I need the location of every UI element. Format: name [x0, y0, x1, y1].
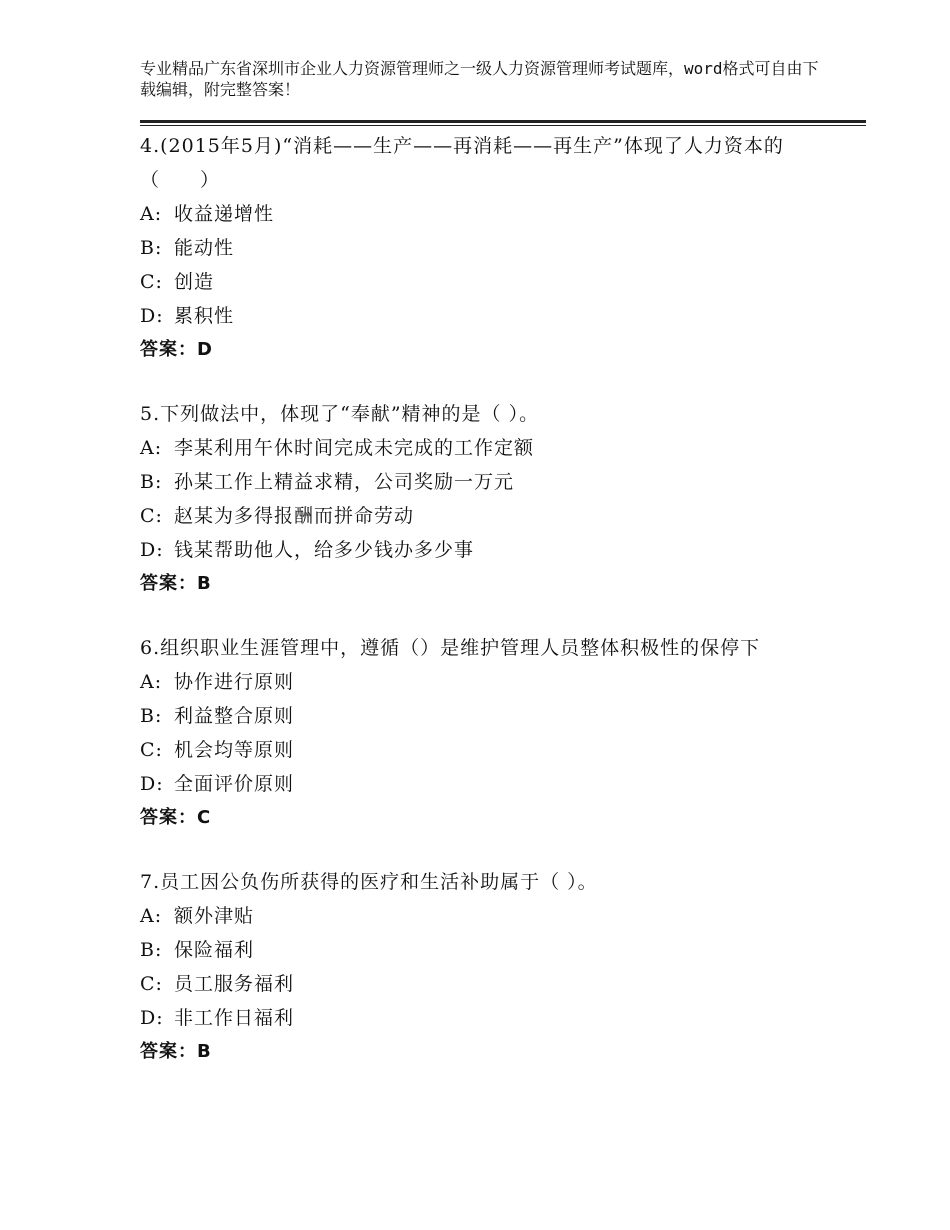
option-letter: D:	[140, 1007, 164, 1029]
option-b	[140, 465, 840, 499]
option-letter: B:	[140, 237, 163, 259]
option-text: 协作进行原则	[174, 671, 295, 693]
question-stem: 5.下列做法中，体现了“奉献”精神的是（ ）。	[140, 403, 540, 425]
document-header: 专业精品广东省深圳市企业人力资源管理师之一级人力资源管理师考试题库，word格式可自由下载编辑，附完整答案！	[140, 59, 819, 99]
option-c	[140, 265, 840, 299]
option-text: 收益递增性	[174, 203, 275, 225]
option-letter: C:	[140, 973, 163, 995]
option-letter: B:	[140, 705, 163, 727]
option-text: 钱某帮助他人，给多少钱办多少事	[174, 539, 475, 561]
option-b	[140, 699, 840, 733]
question-stem: 7.员工因公负伤所获得的医疗和生活补助属于（ ）。	[140, 871, 598, 893]
option-letter: C:	[140, 505, 163, 527]
option-letter: A:	[140, 203, 163, 225]
answer-label: 答案：D	[140, 339, 213, 360]
option-text: 创造	[174, 271, 215, 293]
answer-label: 答案：B	[140, 573, 212, 594]
option-text: 累积性	[174, 305, 235, 327]
option-letter: B:	[140, 939, 163, 961]
question-list	[140, 129, 840, 1099]
option-c	[140, 733, 840, 767]
option-text: 全面评价原则	[174, 773, 295, 795]
option-b	[140, 933, 840, 967]
option-a	[140, 197, 840, 231]
option-letter: C:	[140, 739, 163, 761]
option-text: 赵某为多得报酬而拼命劳动	[174, 505, 415, 527]
option-text: 机会均等原则	[174, 739, 295, 761]
question-4	[140, 129, 840, 367]
option-a	[140, 665, 840, 699]
option-letter: D:	[140, 305, 164, 327]
question-5	[140, 397, 840, 601]
header-rule-thin	[140, 125, 866, 126]
option-c	[140, 499, 840, 533]
option-d	[140, 299, 840, 333]
option-text: 孙某工作上精益求精，公司奖励一万元	[174, 471, 515, 493]
header-rule-thick	[140, 120, 866, 123]
option-d	[140, 533, 840, 567]
question-6	[140, 631, 840, 835]
option-d	[140, 767, 840, 801]
option-text: 保险福利	[174, 939, 255, 961]
option-a	[140, 899, 840, 933]
option-a	[140, 431, 840, 465]
question-stem: 4.(2015年5月)“消耗——生产——再消耗——再生产”体现了人力资本的（ ）	[140, 135, 784, 191]
option-letter: B:	[140, 471, 163, 493]
option-text: 能动性	[174, 237, 235, 259]
option-letter: C:	[140, 271, 163, 293]
option-letter: A:	[140, 905, 163, 927]
answer-label: 答案：B	[140, 1041, 212, 1062]
option-text: 非工作日福利	[174, 1007, 295, 1029]
answer-label: 答案：C	[140, 807, 212, 828]
option-letter: A:	[140, 671, 163, 693]
option-d	[140, 1001, 840, 1035]
question-stem: 6.组织职业生涯管理中，遵循（）是维护管理人员整体积极性的保停下	[140, 637, 761, 659]
option-letter: A:	[140, 437, 163, 459]
option-letter: D:	[140, 539, 164, 561]
option-c	[140, 967, 840, 1001]
option-b	[140, 231, 840, 265]
option-text: 额外津贴	[174, 905, 255, 927]
option-letter: D:	[140, 773, 164, 795]
option-text: 利益整合原则	[174, 705, 295, 727]
question-7	[140, 865, 840, 1069]
option-text: 员工服务福利	[174, 973, 295, 995]
option-text: 李某利用午休时间完成未完成的工作定额	[174, 437, 535, 459]
